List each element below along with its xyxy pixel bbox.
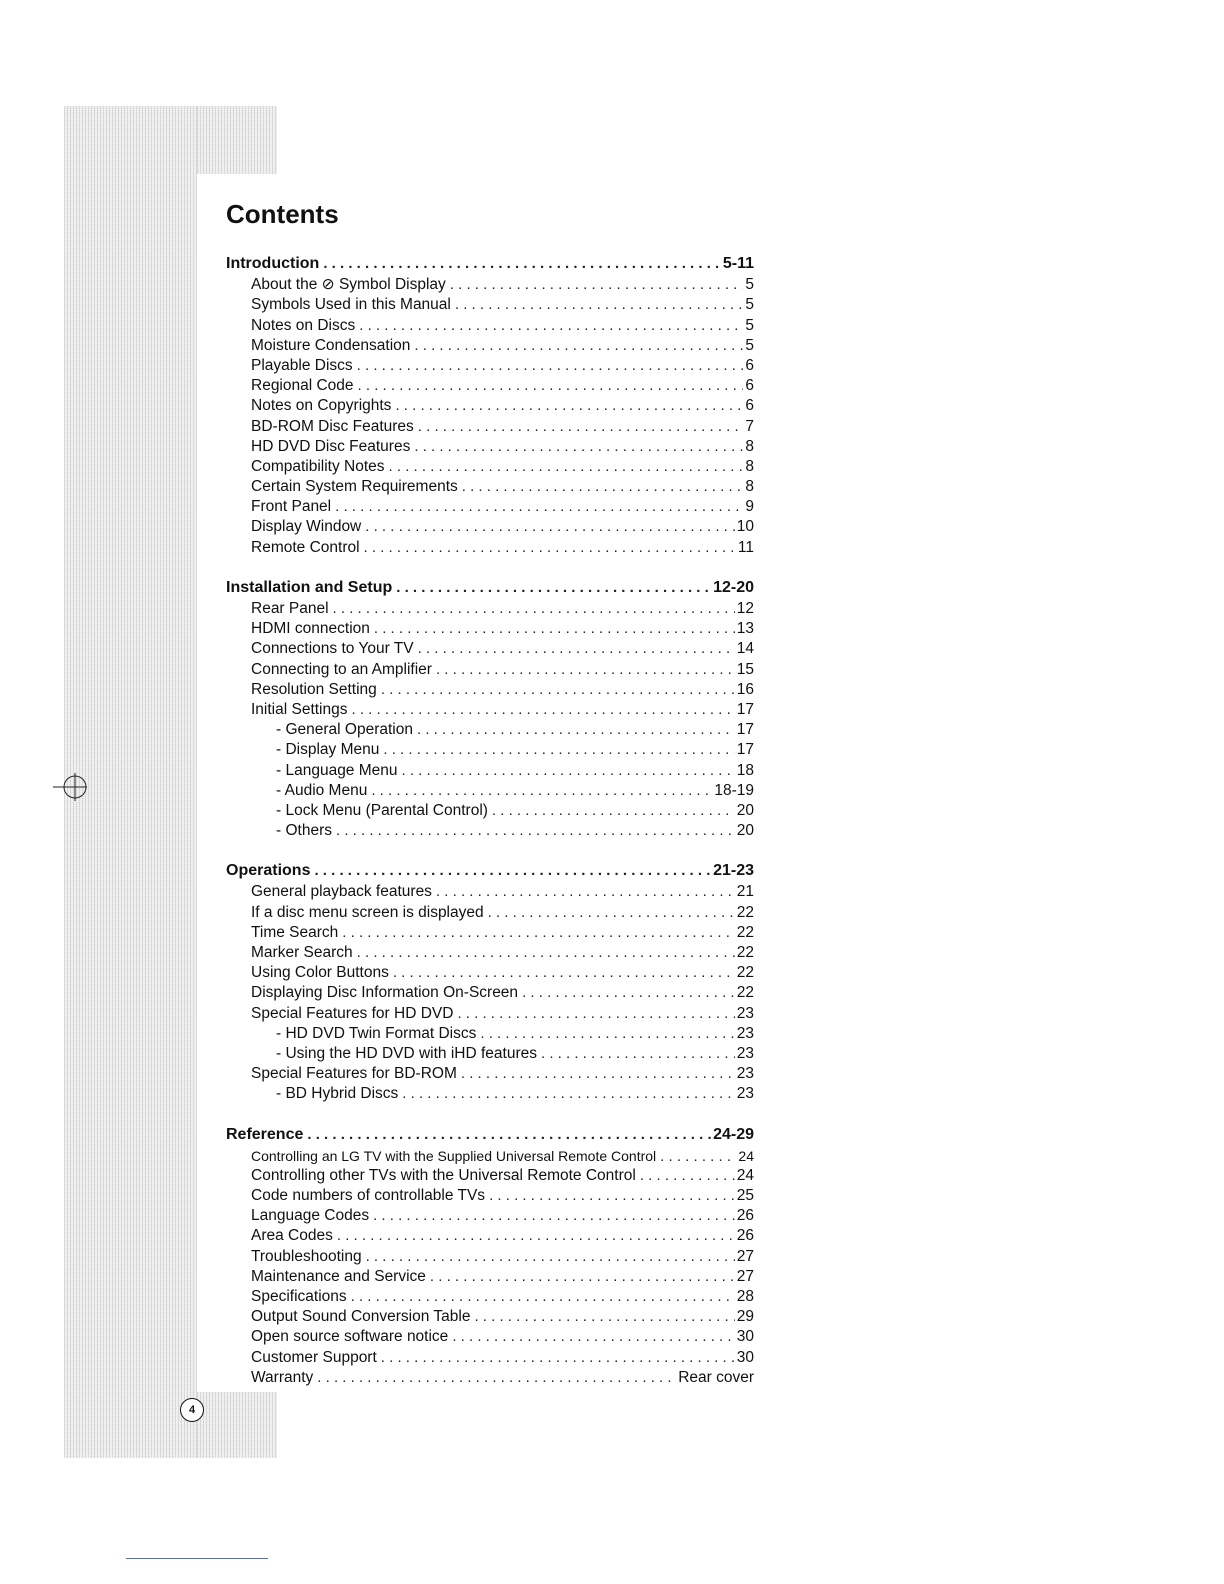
toc-entry-label: Regional Code: [251, 377, 354, 395]
toc-entry[interactable]: [226, 963, 754, 983]
toc-entry-label: Warranty: [251, 1368, 314, 1386]
toc-entry-page: 29: [736, 1308, 754, 1326]
toc-entry-page: 5: [745, 316, 754, 334]
dot-leader: [333, 599, 735, 619]
toc-entry[interactable]: [226, 1307, 754, 1327]
dot-leader: [402, 1084, 734, 1104]
toc-entry[interactable]: [226, 821, 754, 841]
footer-rule: [126, 1558, 268, 1559]
toc-entry[interactable]: [226, 376, 754, 396]
toc-entry-label: - BD Hybrid Discs: [276, 1085, 399, 1103]
toc-entry-page: 5: [745, 276, 754, 294]
dot-leader: [381, 680, 735, 700]
toc-entry-label: Moisture Condensation: [251, 336, 411, 354]
toc-entry-label: Special Features for BD-ROM: [251, 1065, 457, 1083]
toc-section: [226, 578, 754, 841]
toc-entry-page: 6: [745, 377, 754, 395]
dot-leader: [488, 903, 735, 923]
dot-leader: [480, 1024, 734, 1044]
dot-leader: [373, 1206, 735, 1226]
toc-entry-label: Connecting to an Amplifier: [251, 660, 432, 678]
dot-leader: [418, 639, 735, 659]
toc-entry-page: 16: [736, 680, 754, 698]
toc-entry[interactable]: [226, 761, 754, 781]
toc-entry-label: Playable Discs: [251, 356, 353, 374]
toc-entry[interactable]: [226, 943, 754, 963]
dot-leader: [352, 700, 735, 720]
toc-entry[interactable]: [226, 1267, 754, 1287]
toc-entry-label: Installation and Setup: [226, 578, 393, 596]
toc-entry-page: 23: [736, 1044, 754, 1062]
toc-entry-page: 18-19: [714, 781, 754, 799]
toc-entry-label: Initial Settings: [251, 700, 348, 718]
toc-entry-label: Operations: [226, 862, 311, 880]
dot-leader: [337, 1226, 735, 1246]
toc-entry-page: 8: [745, 478, 754, 496]
toc-entry[interactable]: [226, 1146, 754, 1166]
toc-entry-page: 13: [736, 620, 754, 638]
dot-leader: [640, 1166, 735, 1186]
toc-entry-label: Certain System Requirements: [251, 478, 458, 496]
toc-entry-page: 10: [736, 518, 754, 536]
dot-leader: [317, 1368, 676, 1388]
table-of-contents: [226, 196, 754, 1408]
toc-entry-label: Using Color Buttons: [251, 964, 389, 982]
toc-entry[interactable]: [226, 417, 754, 437]
dot-leader: [436, 882, 735, 902]
registration-mark-icon: [53, 767, 93, 807]
toc-entry-page: 22: [736, 984, 754, 1002]
toc-entry[interactable]: [226, 437, 754, 457]
dot-leader: [462, 477, 744, 497]
dot-leader: [342, 923, 734, 943]
toc-entry-label: HD DVD Disc Features: [251, 437, 411, 455]
toc-entry-label: - General Operation: [276, 721, 413, 739]
dot-leader: [457, 1004, 734, 1024]
toc-entry-page: 24: [736, 1166, 754, 1184]
toc-entry-label: Maintenance and Service: [251, 1267, 426, 1285]
dot-leader: [395, 396, 743, 416]
toc-entry-page: 24: [738, 1147, 754, 1164]
dot-leader: [371, 781, 712, 801]
toc-entry-page: Rear cover: [678, 1368, 754, 1386]
toc-entry-page: 30: [736, 1348, 754, 1366]
toc-entry[interactable]: [226, 599, 754, 619]
dot-leader: [314, 861, 711, 881]
toc-entry[interactable]: [226, 1166, 754, 1186]
toc-entry-page: 28: [736, 1288, 754, 1305]
toc-entry-page: 14: [736, 640, 754, 658]
toc-entry[interactable]: [226, 1024, 754, 1044]
toc-entry-page: 6: [745, 356, 754, 374]
toc-entry[interactable]: [226, 983, 754, 1003]
dot-leader: [358, 376, 744, 396]
toc-entry-page: 22: [736, 944, 754, 961]
dot-leader: [450, 275, 744, 295]
toc-entry-page: 9: [745, 498, 754, 516]
toc-entry-page: 17: [736, 721, 754, 739]
dot-leader: [336, 821, 735, 841]
toc-entry-page: 18: [736, 761, 754, 779]
toc-entry-label: Area Codes: [251, 1227, 333, 1245]
toc-entry-label: Code numbers of controllable TVs: [251, 1187, 486, 1205]
toc-entry-page: 22: [736, 964, 754, 982]
toc-entry-label: Controlling other TVs with the Universal Remote Control: [251, 1166, 636, 1184]
toc-entry-label: Display Window: [251, 518, 362, 536]
dot-leader: [374, 619, 735, 639]
dot-leader: [307, 1125, 711, 1145]
toc-section-heading[interactable]: [226, 1125, 754, 1145]
toc-entry-label: Customer Support: [251, 1348, 377, 1366]
toc-entry-label: Symbols Used in this Manual: [251, 296, 451, 314]
dot-leader: [357, 356, 744, 376]
dot-leader: [430, 1267, 735, 1287]
dot-leader: [381, 1348, 735, 1368]
toc-entry[interactable]: [226, 639, 754, 659]
toc-sections: [226, 254, 754, 1388]
toc-entry-page: 23: [736, 1004, 754, 1022]
toc-entry[interactable]: [226, 801, 754, 821]
toc-entry-page: 27: [736, 1267, 754, 1285]
toc-entry[interactable]: [226, 1226, 754, 1246]
toc-entry-page: 12: [736, 600, 754, 617]
toc-section-heading[interactable]: [226, 254, 754, 274]
dot-leader: [461, 1064, 735, 1084]
toc-entry-label: - Others: [276, 822, 332, 840]
toc-entry-label: About the ⊘ Symbol Display: [251, 276, 446, 294]
dot-leader: [455, 295, 744, 315]
dot-leader: [452, 1327, 734, 1347]
toc-entry[interactable]: [226, 295, 754, 315]
toc-entry[interactable]: [226, 497, 754, 517]
toc-entry-label: Special Features for HD DVD: [251, 1004, 454, 1022]
toc-entry[interactable]: [226, 275, 754, 295]
toc-entry-label: Remote Control: [251, 538, 360, 556]
toc-entry[interactable]: [226, 356, 754, 376]
toc-entry-page: 22: [736, 923, 754, 941]
dot-leader: [357, 943, 735, 963]
toc-entry[interactable]: [226, 720, 754, 740]
dot-leader: [541, 1044, 735, 1064]
toc-entry-page: 6: [745, 397, 754, 415]
toc-entry-page: 5-11: [722, 255, 754, 272]
toc-entry-label: BD-ROM Disc Features: [251, 417, 414, 435]
toc-entry[interactable]: [226, 457, 754, 477]
toc-entry-label: Controlling an LG TV with the Supplied Universal Remote Control: [251, 1147, 657, 1164]
toc-entry-page: 8: [745, 437, 754, 455]
toc-entry[interactable]: [226, 660, 754, 680]
toc-entry[interactable]: [226, 336, 754, 356]
toc-entry-label: Rear Panel: [251, 600, 329, 617]
page-title: Contents: [226, 199, 339, 229]
toc-entry-page: 25: [736, 1187, 754, 1205]
toc-entry-label: - Language Menu: [276, 761, 398, 779]
toc-entry-label: Introduction: [226, 255, 320, 272]
toc-entry[interactable]: [226, 1044, 754, 1064]
toc-entry[interactable]: [226, 903, 754, 923]
toc-entry-label: Marker Search: [251, 944, 353, 961]
toc-entry-label: Open source software notice: [251, 1328, 449, 1346]
toc-entry[interactable]: [226, 680, 754, 700]
toc-entry-page: 20: [736, 801, 754, 819]
dot-leader: [489, 1186, 735, 1206]
toc-entry-page: 8: [745, 457, 754, 475]
dot-leader: [492, 801, 735, 821]
dot-leader: [660, 1147, 736, 1167]
toc-entry-page: 5: [745, 296, 754, 314]
dot-leader: [418, 417, 744, 437]
toc-entry-page: 26: [736, 1227, 754, 1245]
toc-entry-page: 27: [736, 1247, 754, 1265]
page-number-badge: 4: [180, 1398, 204, 1422]
toc-entry[interactable]: [226, 700, 754, 720]
toc-entry-label: Language Codes: [251, 1207, 370, 1225]
toc-entry[interactable]: [226, 740, 754, 760]
toc-entry-label: Notes on Copyrights: [251, 397, 392, 415]
toc-entry[interactable]: [226, 923, 754, 943]
dot-leader: [359, 316, 743, 336]
dot-leader: [414, 437, 743, 457]
toc-entry[interactable]: [226, 517, 754, 537]
dot-leader: [365, 517, 734, 537]
toc-entry-page: 23: [736, 1024, 754, 1042]
toc-entry-label: Front Panel: [251, 498, 332, 516]
toc-entry-label: HDMI connection: [251, 620, 370, 638]
toc-entry[interactable]: [226, 1084, 754, 1104]
toc-entry[interactable]: [226, 538, 754, 558]
toc-section-heading[interactable]: [226, 578, 754, 598]
toc-section: [226, 861, 754, 1104]
toc-entry[interactable]: [226, 781, 754, 801]
toc-entry-label: Compatibility Notes: [251, 457, 385, 475]
toc-section: [226, 1125, 754, 1388]
toc-entry-page: 20: [736, 822, 754, 840]
toc-entry[interactable]: [226, 619, 754, 639]
decorative-top-band: [197, 106, 277, 174]
toc-entry[interactable]: [226, 1247, 754, 1267]
toc-entry-page: 23: [736, 1085, 754, 1103]
toc-entry-page: 30: [736, 1328, 754, 1346]
toc-entry-page: 26: [736, 1207, 754, 1225]
toc-entry-page: 22: [736, 903, 754, 921]
toc-entry-label: Troubleshooting: [251, 1247, 362, 1265]
toc-entry-label: Connections to Your TV: [251, 640, 414, 658]
dot-leader: [417, 720, 735, 740]
toc-entry-label: - HD DVD Twin Format Discs: [276, 1024, 477, 1042]
toc-entry[interactable]: [226, 477, 754, 497]
toc-entry-page: 21-23: [713, 862, 754, 880]
dot-leader: [474, 1307, 734, 1327]
toc-entry[interactable]: [226, 396, 754, 416]
dot-leader: [389, 457, 744, 477]
dot-leader: [323, 254, 721, 274]
dot-leader: [396, 578, 711, 598]
toc-entry-label: - Using the HD DVD with iHD features: [276, 1044, 537, 1062]
dot-leader: [522, 983, 735, 1003]
toc-entry[interactable]: [226, 316, 754, 336]
toc-entry[interactable]: [226, 1206, 754, 1226]
toc-entry-page: 21: [736, 883, 754, 901]
toc-entry-page: 23: [736, 1065, 754, 1083]
toc-entry-page: 24-29: [713, 1125, 754, 1143]
toc-entry-page: 17: [736, 700, 754, 718]
toc-entry-page: 5: [745, 336, 754, 354]
toc-entry-label: General playback features: [251, 883, 432, 901]
toc-entry-label: Output Sound Conversion Table: [251, 1308, 471, 1326]
toc-entry-label: Notes on Discs: [251, 316, 356, 334]
toc-entry-label: If a disc menu screen is displayed: [251, 903, 484, 921]
dot-leader: [402, 761, 735, 781]
toc-entry-label: Resolution Setting: [251, 680, 377, 698]
toc-entry[interactable]: [226, 1348, 754, 1368]
toc-entry-page: 15: [736, 660, 754, 678]
toc-entry-page: 17: [736, 741, 754, 759]
toc-entry[interactable]: [226, 1064, 754, 1084]
toc-entry-label: Time Search: [251, 923, 339, 941]
dot-leader: [366, 1247, 735, 1267]
toc-entry[interactable]: [226, 1327, 754, 1347]
toc-entry-label: Specifications: [251, 1288, 347, 1305]
toc-entry-page: 7: [745, 417, 754, 435]
dot-leader: [383, 740, 734, 760]
dot-leader: [414, 336, 743, 356]
toc-entry[interactable]: [226, 1287, 754, 1307]
toc-entry-label: - Lock Menu (Parental Control): [276, 801, 488, 819]
dot-leader: [364, 538, 736, 558]
toc-entry[interactable]: [226, 1186, 754, 1206]
toc-entry[interactable]: [226, 1004, 754, 1024]
toc-entry[interactable]: [226, 1368, 754, 1388]
dot-leader: [351, 1287, 735, 1307]
toc-entry-page: 12-20: [713, 578, 754, 596]
dot-leader: [393, 963, 735, 983]
toc-entry-label: - Display Menu: [276, 741, 380, 759]
toc-entry-label: Displaying Disc Information On-Screen: [251, 984, 519, 1002]
dot-leader: [335, 497, 743, 517]
toc-section-heading[interactable]: [226, 861, 754, 881]
toc-entry-label: - Audio Menu: [276, 781, 368, 799]
toc-entry-page: 11: [737, 538, 754, 556]
toc-entry-label: Reference: [226, 1125, 304, 1143]
toc-section: [226, 254, 754, 558]
dot-leader: [436, 660, 735, 680]
toc-entry[interactable]: [226, 882, 754, 902]
